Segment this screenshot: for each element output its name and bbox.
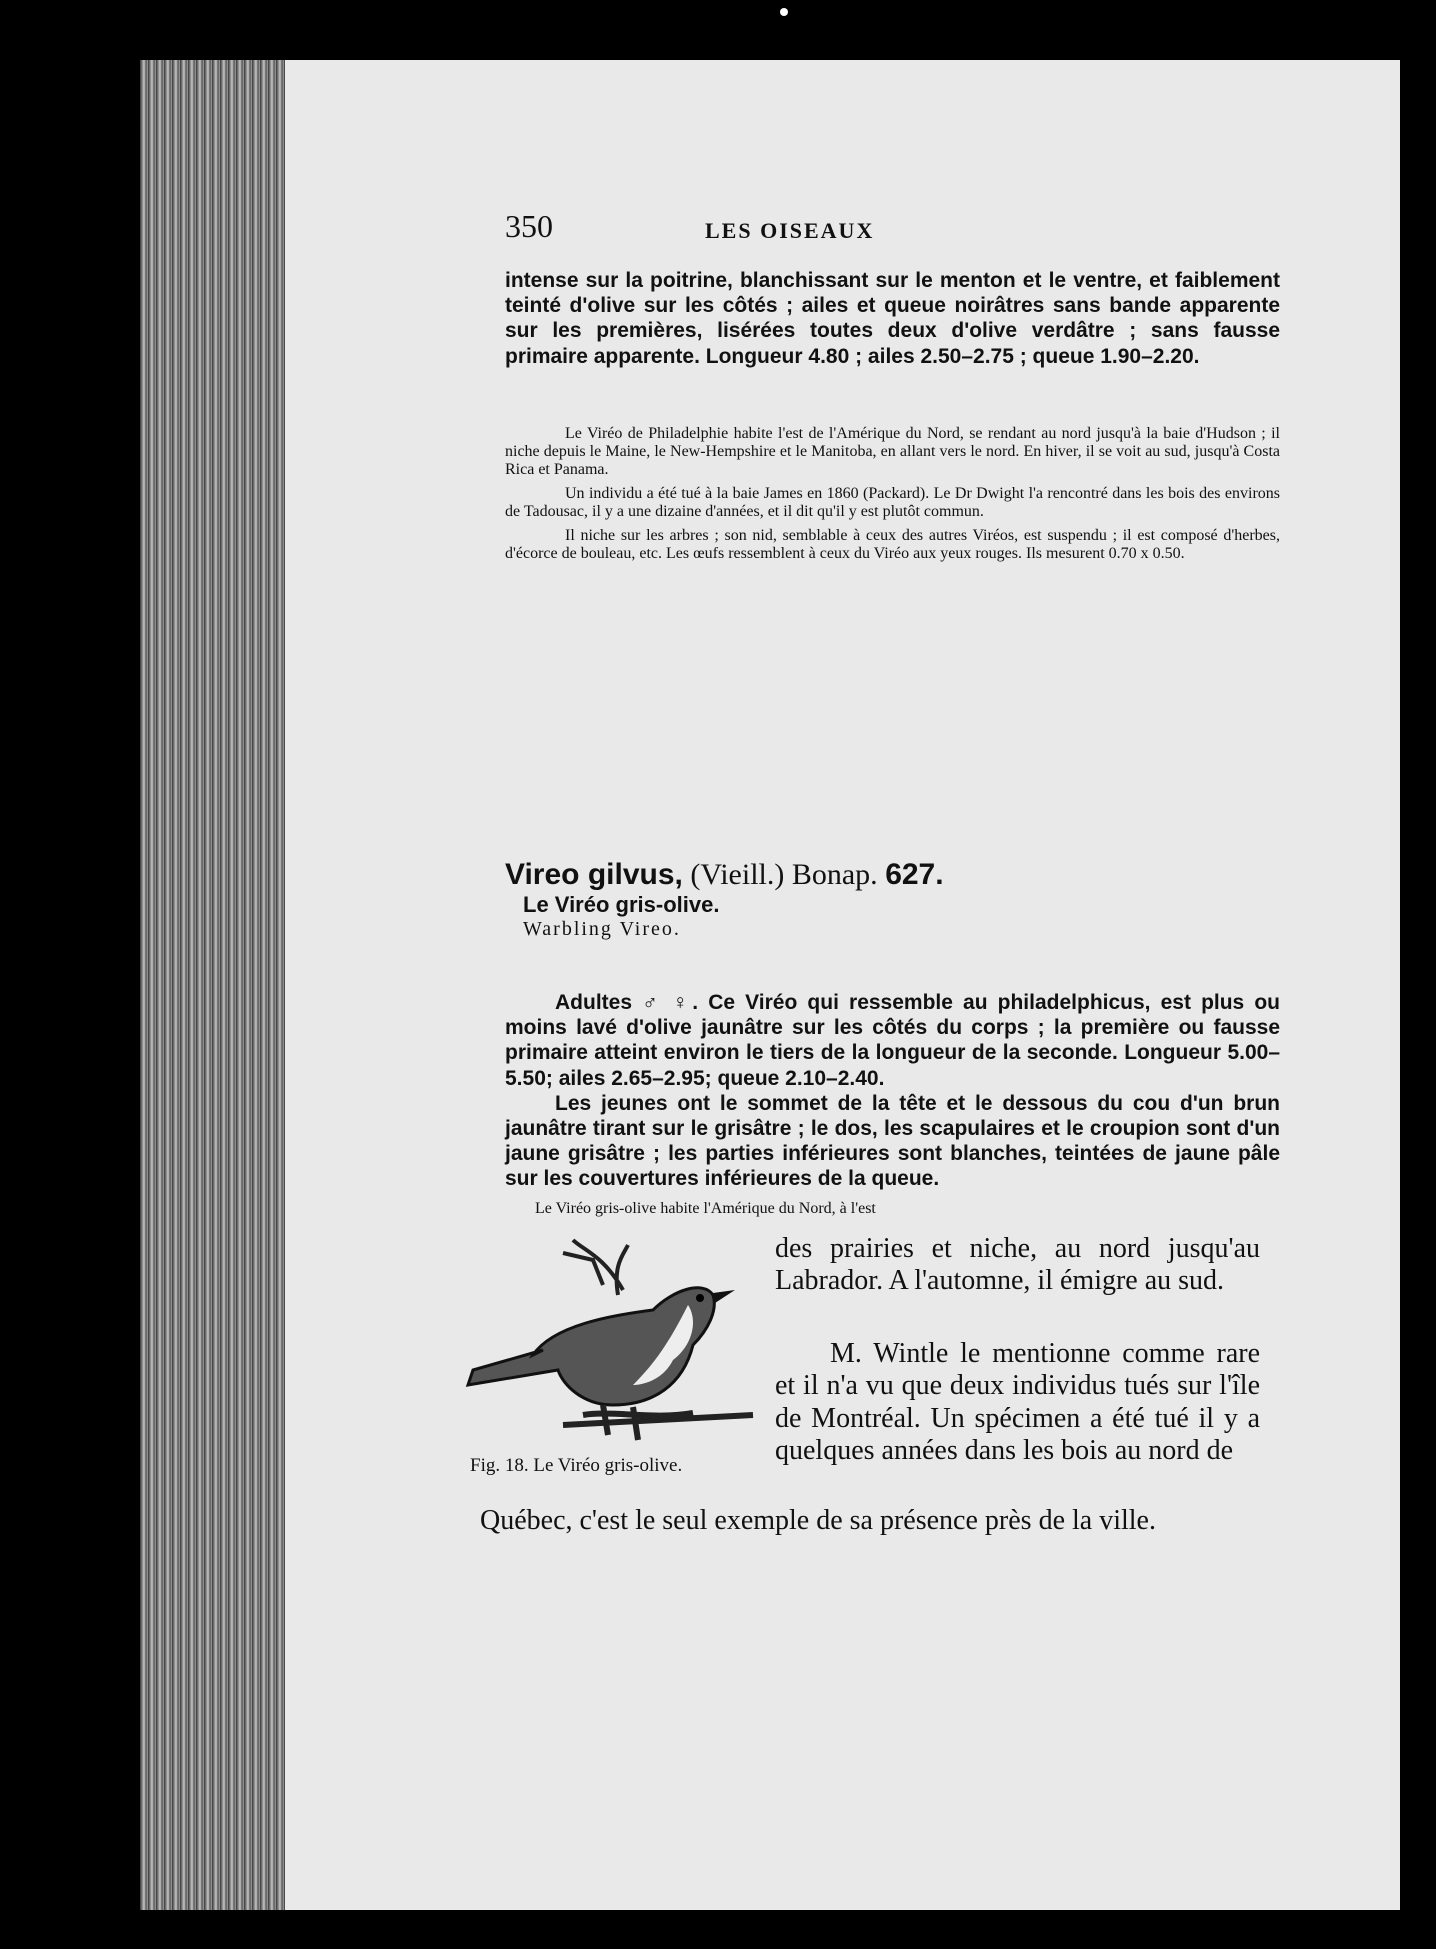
warbling-vireo-illustration xyxy=(463,1235,763,1450)
species-latin-name: Vireo gilvus, xyxy=(505,858,683,891)
species-entry xyxy=(505,858,1280,941)
young-description: Les jeunes ont le sommet de la tête et le dessous du cou d'un brun jaunâtre tirant sur le grisâtre ; le dos, les scapulaires et le croupion sont d'un jaune grisâtre ; les parties inférieures sont blanches, teintées de jaune pâle sur les couvertures inférieures de la queue. xyxy=(505,1091,1280,1191)
paragraph-range: Le Viréo de Philadelphie habite l'est de l'Amérique du Nord, se rendant au nord jusqu'à la baie d'Hudson ; il niche depuis le Maine, le New-Hempshire et le Manitoba, en allant vers le nord. En hiver, il se voit au sud, jusqu'à Costa Rica et Panama. xyxy=(505,425,1280,478)
section-title: LES OISEAUX xyxy=(705,218,875,243)
page-number: 350 xyxy=(505,208,553,244)
record-wrapped-text: M. Wintle le mentionne comme rare et il n'a vu que deux individus tués sur l'île de Montréal. Un spécimen a été tué il y a quelques années dans les bois au nord de xyxy=(775,1338,1260,1467)
paragraph-records: Un individu a été tué à la baie James en 1860 (Packard). Le Dr Dwight l'a rencontré dans les bois des environs de Tadousac, il y a une dizaine d'années, et il dit qu'il y est plutôt commun. xyxy=(505,485,1280,520)
habitat-line xyxy=(505,1200,1280,1218)
species-number: 627. xyxy=(885,858,944,891)
main-text xyxy=(505,425,1280,563)
species-authority: (Vieill.) Bonap. xyxy=(690,858,878,891)
record-final-lines: Québec, c'est le seul exemple de sa présence près de la ville. xyxy=(480,1505,1156,1536)
species-common-name-en: Warbling Vireo. xyxy=(523,918,681,940)
species-common-name-fr: Le Viréo gris-olive. xyxy=(523,892,720,917)
intro-description xyxy=(505,268,1280,369)
figure-caption: Fig. 18. Le Viréo gris-olive. xyxy=(470,1455,683,1476)
adult-description: Adultes ♂ ♀. Ce Viréo qui ressemble au philadelphicus, est plus ou moins lavé d'olive jaunâtre sur les côtés du corps ; la première ou fausse primaire atteint environ le tiers de la longueur de la seconde. Longueur 5.00–5.50; ailes 2.65–2.95; queue 2.10–2.40. xyxy=(505,991,1280,1090)
species-heading xyxy=(505,858,1280,892)
intro-text: intense sur la poitrine, blanchissant sur le menton et le ventre, et faiblement teinté d'olive sur les côtés ; ailes et queue noirâtres sans bande apparente sur les premières, lisérées toutes deux d'olive verdâtre ; sans fausse primaire apparente. Longueur 4.80 ; ailes 2.50–2.75 ; queue 1.90–2.20. xyxy=(505,269,1280,368)
running-head xyxy=(505,208,1275,248)
book-page-edges xyxy=(140,60,285,1910)
species-description xyxy=(505,990,1280,1192)
paragraph-nesting: Il niche sur les arbres ; son nid, semblable à ceux des autres Viréos, est suspendu ; il est composé d'herbes, d'écorce de bouleau, etc. Les œufs ressemblent à ceux du Viréo aux yeux rouges. Ils mesurent 0.70 x 0.50. xyxy=(505,527,1280,562)
dust-speck xyxy=(780,8,788,16)
habitat-first-line: Le Viréo gris-olive habite l'Amérique du Nord, à l'est xyxy=(535,1200,876,1217)
habitat-wrapped-text: des prairies et niche, au nord jusqu'au Labrador. A l'automne, il émigre au sud. xyxy=(775,1233,1260,1297)
